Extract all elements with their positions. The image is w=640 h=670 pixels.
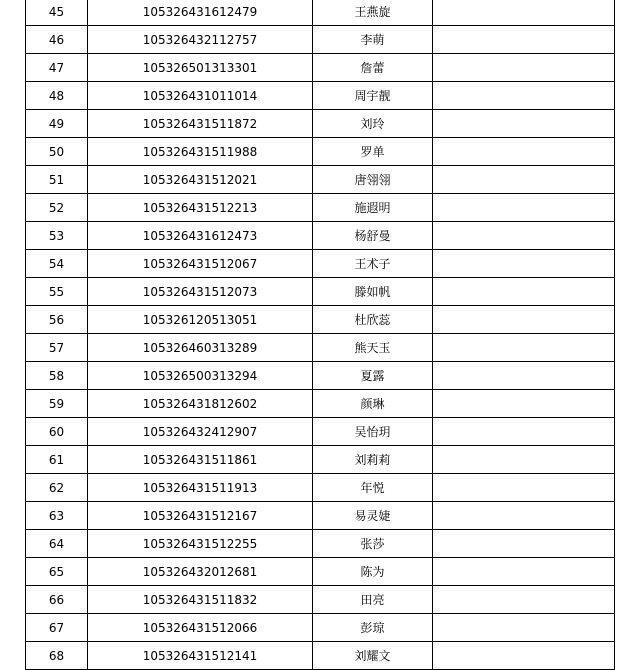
exam-id-cell: 105326431512066 — [88, 614, 313, 642]
blank-cell — [433, 446, 615, 474]
blank-cell — [433, 26, 615, 54]
name-cell: 刘莉莉 — [313, 446, 433, 474]
table-row — [26, 474, 615, 502]
exam-id-cell: 105326431612479 — [88, 0, 313, 26]
blank-cell — [433, 54, 615, 82]
name-cell: 王术子 — [313, 250, 433, 278]
row-number-cell: 56 — [26, 306, 88, 334]
table-row — [26, 166, 615, 194]
row-number-cell: 57 — [26, 334, 88, 362]
blank-cell — [433, 334, 615, 362]
row-number-cell: 68 — [26, 642, 88, 670]
table-row — [26, 446, 615, 474]
blank-cell — [433, 110, 615, 138]
name-cell: 罗单 — [313, 138, 433, 166]
exam-id-cell: 105326431512213 — [88, 194, 313, 222]
exam-id-cell: 105326431512073 — [88, 278, 313, 306]
row-number-cell: 55 — [26, 278, 88, 306]
blank-cell — [433, 390, 615, 418]
exam-id-cell: 105326431011014 — [88, 82, 313, 110]
table-row — [26, 642, 615, 670]
row-number-cell: 58 — [26, 362, 88, 390]
table-row — [26, 250, 615, 278]
table-row — [26, 558, 615, 586]
table-row — [26, 222, 615, 250]
table-row — [26, 586, 615, 614]
row-number-cell: 59 — [26, 390, 88, 418]
name-cell: 杨舒曼 — [313, 222, 433, 250]
row-number-cell: 61 — [26, 446, 88, 474]
row-number-cell: 48 — [26, 82, 88, 110]
blank-cell — [433, 586, 615, 614]
name-cell: 李萌 — [313, 26, 433, 54]
exam-id-cell: 105326431511832 — [88, 586, 313, 614]
exam-id-cell: 105326431812602 — [88, 390, 313, 418]
blank-cell — [433, 82, 615, 110]
blank-cell — [433, 0, 615, 26]
table-row — [26, 614, 615, 642]
row-number-cell: 62 — [26, 474, 88, 502]
table-row — [26, 502, 615, 530]
name-cell: 陈为 — [313, 558, 433, 586]
blank-cell — [433, 306, 615, 334]
blank-cell — [433, 642, 615, 670]
blank-cell — [433, 558, 615, 586]
exam-id-cell: 105326431511913 — [88, 474, 313, 502]
table-row — [26, 110, 615, 138]
row-number-cell: 65 — [26, 558, 88, 586]
blank-cell — [433, 474, 615, 502]
name-cell: 王燕旋 — [313, 0, 433, 26]
name-cell: 夏露 — [313, 362, 433, 390]
row-number-cell: 67 — [26, 614, 88, 642]
exam-id-cell: 105326460313289 — [88, 334, 313, 362]
table-row — [26, 334, 615, 362]
name-cell: 彭琼 — [313, 614, 433, 642]
row-number-cell: 51 — [26, 166, 88, 194]
blank-cell — [433, 278, 615, 306]
blank-cell — [433, 166, 615, 194]
blank-cell — [433, 222, 615, 250]
exam-id-cell: 105326432012681 — [88, 558, 313, 586]
row-number-cell: 54 — [26, 250, 88, 278]
name-cell: 施遐明 — [313, 194, 433, 222]
name-cell: 年悦 — [313, 474, 433, 502]
row-number-cell: 60 — [26, 418, 88, 446]
blank-cell — [433, 502, 615, 530]
row-number-cell: 53 — [26, 222, 88, 250]
table-row — [26, 0, 615, 26]
exam-id-cell: 105326432112757 — [88, 26, 313, 54]
table-row — [26, 362, 615, 390]
table-row — [26, 26, 615, 54]
name-cell: 刘耀文 — [313, 642, 433, 670]
exam-id-cell: 105326501313301 — [88, 54, 313, 82]
student-list-table — [25, 0, 615, 670]
exam-id-cell: 105326431511988 — [88, 138, 313, 166]
table-row — [26, 54, 615, 82]
row-number-cell: 66 — [26, 586, 88, 614]
row-number-cell: 46 — [26, 26, 88, 54]
name-cell: 詹蕾 — [313, 54, 433, 82]
blank-cell — [433, 418, 615, 446]
name-cell: 杜欣蕊 — [313, 306, 433, 334]
exam-id-cell: 105326431511872 — [88, 110, 313, 138]
exam-id-cell: 105326431512141 — [88, 642, 313, 670]
exam-id-cell: 105326120513051 — [88, 306, 313, 334]
exam-id-cell: 105326431612473 — [88, 222, 313, 250]
blank-cell — [433, 614, 615, 642]
row-number-cell: 47 — [26, 54, 88, 82]
blank-cell — [433, 530, 615, 558]
exam-id-cell: 105326431511861 — [88, 446, 313, 474]
name-cell: 吴怡玥 — [313, 418, 433, 446]
table-row — [26, 138, 615, 166]
exam-id-cell: 105326432412907 — [88, 418, 313, 446]
row-number-cell: 45 — [26, 0, 88, 26]
row-number-cell: 50 — [26, 138, 88, 166]
exam-id-cell: 105326431512167 — [88, 502, 313, 530]
table-row — [26, 278, 615, 306]
table-row — [26, 194, 615, 222]
blank-cell — [433, 138, 615, 166]
name-cell: 张莎 — [313, 530, 433, 558]
blank-cell — [433, 362, 615, 390]
row-number-cell: 49 — [26, 110, 88, 138]
name-cell: 周宇靓 — [313, 82, 433, 110]
name-cell: 易灵婕 — [313, 502, 433, 530]
name-cell: 滕如帆 — [313, 278, 433, 306]
name-cell: 熊天玉 — [313, 334, 433, 362]
exam-id-cell: 105326500313294 — [88, 362, 313, 390]
name-cell: 刘玲 — [313, 110, 433, 138]
exam-id-cell: 105326431512067 — [88, 250, 313, 278]
exam-id-cell: 105326431512021 — [88, 166, 313, 194]
table-row — [26, 82, 615, 110]
name-cell: 颜琳 — [313, 390, 433, 418]
table-body — [26, 0, 615, 670]
blank-cell — [433, 194, 615, 222]
name-cell: 田亮 — [313, 586, 433, 614]
blank-cell — [433, 250, 615, 278]
table-row — [26, 390, 615, 418]
name-cell: 唐翎翎 — [313, 166, 433, 194]
row-number-cell: 63 — [26, 502, 88, 530]
table-row — [26, 306, 615, 334]
row-number-cell: 64 — [26, 530, 88, 558]
table-row — [26, 418, 615, 446]
exam-id-cell: 105326431512255 — [88, 530, 313, 558]
row-number-cell: 52 — [26, 194, 88, 222]
table-row — [26, 530, 615, 558]
